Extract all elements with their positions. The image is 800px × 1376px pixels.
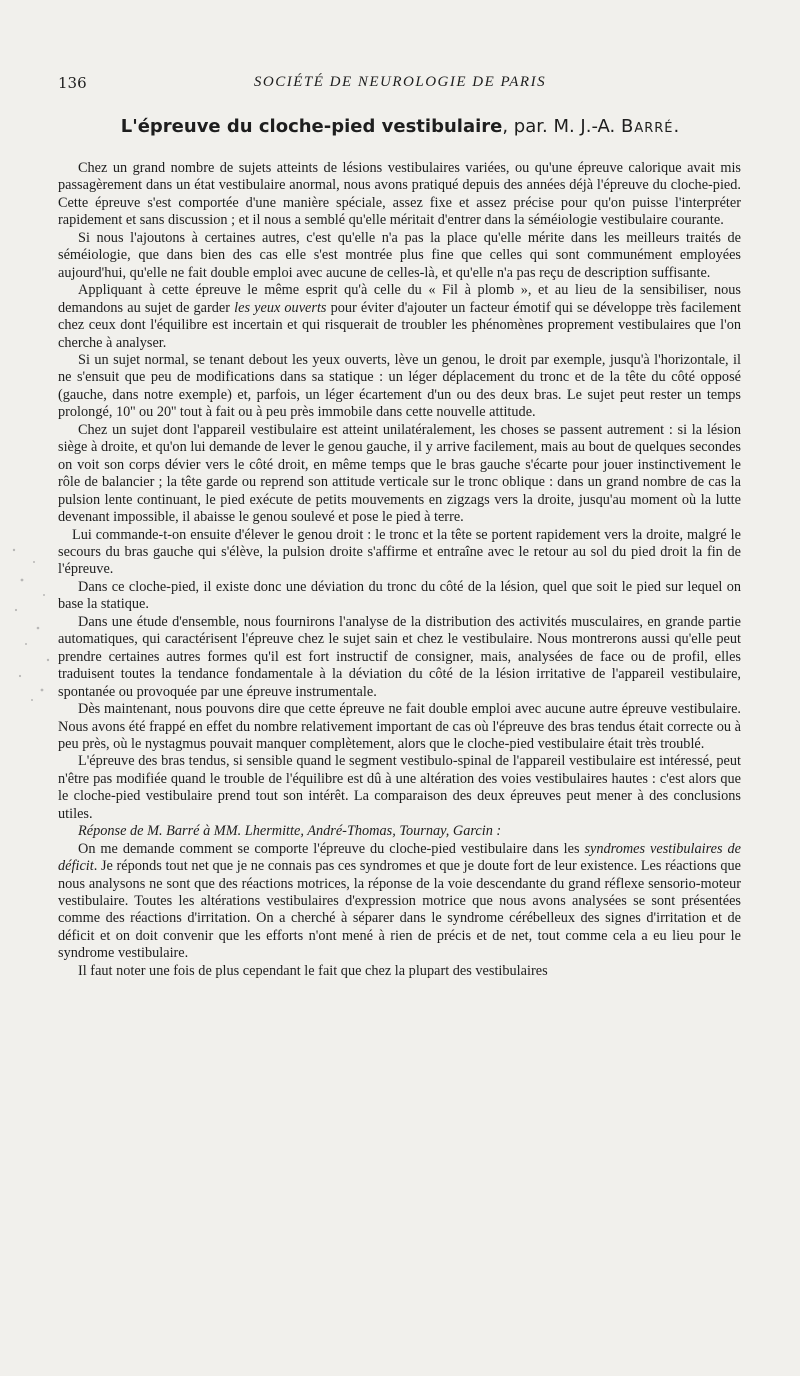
reply-heading [58,823,741,840]
paragraph: Dans une étude d'ensemble, nous fournirons l'analyse de la distribution des activités musculaires, en grande partie automatiques, qui caractérisent l'épreuve chez le sujet sain et chez le vestibulaire. Nous montrerons aussi qu'elle peut prendre certaines autres formes qu'il est fort instructif de consigner, mais, analysées de face ou de profil, elles traduisent toutes la tendance fondamentale à la déviation du côté de la lésion irritative de l'appareil vestibulaire, spontanée ou provoquée par une épreuve instrumentale. [58,613,741,700]
paragraph-text: On me demande comment se comporte l'épreuve du cloche-pied vestibulaire dans les [78,840,585,857]
article-title [58,116,742,137]
margin-smudge-marks [4,540,54,710]
emphasis-text: les yeux ouverts [234,299,327,316]
paragraph: Dans ce cloche-pied, il existe donc une déviation du tronc du côté de la lésion, quel que soit le pied sur lequel on base la statique. [58,578,741,613]
paragraph-text: Appliquant à cette épreuve le même esprit qu'à celle du « Fil à plomb », et au lieu de la sensibiliser, nous demandons au sujet de garder [58,282,741,316]
emphasis-text: syndromes vestibulaires de déficit [58,840,741,875]
paragraph: Si nous l'ajoutons à certaines autres, c'est qu'elle n'a pas la place qu'elle mérite dans les meilleurs traités de séméiologie, que dans bien des cas elle s'est montrée plus fine que celles qui sont communément employées aujourd'hui, qu'elle ne fait double emploi avec aucune de celles-là, et qu'elle n'a pas reçu de description suffisante. [58,229,741,281]
paragraph [58,841,741,963]
paragraph: Dès maintenant, nous pouvons dire que cette épreuve ne fait double emploi avec aucune autre épreuve vestibulaire. Nous avons été frappé en effet du nombre relativement important de cas où l'épreuve des bras tendus était correcte ou à peu près, où le nystagmus pouvait manquer complètement, alors que le cloche-pied vestibulaire était très troublé. [58,701,741,752]
paragraph: Si un sujet normal, se tenant debout les yeux ouverts, lève un genou, le droit par exemple, jusqu'à l'horizontale, il ne s'ensuit que peu de modifications dans sa statique : un léger déplacement du tronc et de la tête du côté opposé (gauche, dans notre exemple) et, parfois, un léger écartement d'un ou des deux bras. Le sujet peut rester un temps prolongé, 10'' ou 20'' tout à fait ou à peu près immobile dans cette nouvelle attitude. [58,351,741,421]
article-title-text: L'épreuve du cloche-pied vestibulaire [120,116,503,137]
paragraph: Chez un grand nombre de sujets atteints de lésions vestibulaires variées, ou qu'une épreuve calorique avait mis passagèrement dans un état vestibulaire anormal, nous avons pratiqué depuis des années déjà l'épreuve du cloche-pied. Cette épreuve s'est comportée d'une manière spéciale, assez fixe et assez précise pour qu'on puisse l'interpréter rapidement et sans discussion ; et il nous a semblé qu'elle méritait d'entrer dans la séméiologie vestibulaire courante. [58,160,741,229]
reply-heading-text: Réponse de M. Barré à MM. Lhermitte, André-Thomas, Tournay, Garcin : [78,823,502,840]
paragraph-text: . Je réponds tout net que je ne connais pas ces syndromes et que je doute fort de leur existence. Les réactions que nous analysons ne sont que des réactions motrices, la réponse de la voie descendante du grand réflexe sensorio-moteur vestibulaire. Toutes les altérations vestibulaires d'expression motrice que nous avons analysées se sont présentées comme des réactions d'irritation. On a cherché à séparer dans le syndrome cérébelleux des signes d'irritation et de déficit et on doit convenir que les efforts n'ont mené à rien de précis et de net, tout comme cela a eu lieu pour le syndrome vestibulaire. [58,858,741,962]
page-header [58,70,742,96]
author-prefix: , par. M. J.-A. [502,116,621,137]
author-name: Barré [621,116,674,137]
running-title: SOCIÉTÉ DE NEUROLOGIE DE PARIS [253,74,547,90]
paragraph [58,282,741,352]
article-body [58,160,741,980]
paragraph: Il faut noter une fois de plus cependant le fait que chez la plupart des vestibulaires [78,962,548,979]
paragraph: Lui commande-t-on ensuite d'élever le genou droit : le tronc et la tête se portent rapidement vers la droite, malgré le secours du bras gauche qui s'élève, la pulsion droite s'affirme et entraîne avec le retour au sol du pied droit la fin de l'épreuve. [58,526,741,578]
paragraph: Chez un sujet dont l'appareil vestibulaire est atteint unilatéralement, les choses se passent autrement : si la lésion siège à droite, et qu'on lui demande de lever le genou gauche, il y arrive facilement, mais au bout de quelques secondes on voit son corps dévier vers le côté droit, en même temps que le bras gauche s'écarte pour jouer instinctivement le rôle de balancier ; la tête garde ou reprend son attitude verticale sur le tronc oblique : dans un grand nombre de cas la pulsion lente continuant, le pied exécute de petits mouvements en zigzags vers la droite, jusqu'au moment où la lutte devenant impossible, il abaisse le genou soulevé et pose le pied à terre. [58,421,741,526]
paragraph-text: pour éviter d'ajouter un facteur émotif qui se développe très facilement chez ceux dont l'équilibre est incertain et qui risquerait de troubler les phénomènes proprement vestibulaires que l'on cherche à analyser. [58,299,741,351]
paragraph: L'épreuve des bras tendus, si sensible quand le segment vestibulo-spinal de l'appareil vestibulaire est intéressé, peut n'être pas modifiée quand le trouble de l'équilibre est dû à une altération des voies vestibulaires hautes : c'est alors que le cloche-pied vestibulaire prend tout son intérêt. La comparaison des deux épreuves peut mener à des conclusions utiles. [58,753,741,822]
page-number: 136 [58,74,87,92]
author-suffix: . [673,116,680,137]
